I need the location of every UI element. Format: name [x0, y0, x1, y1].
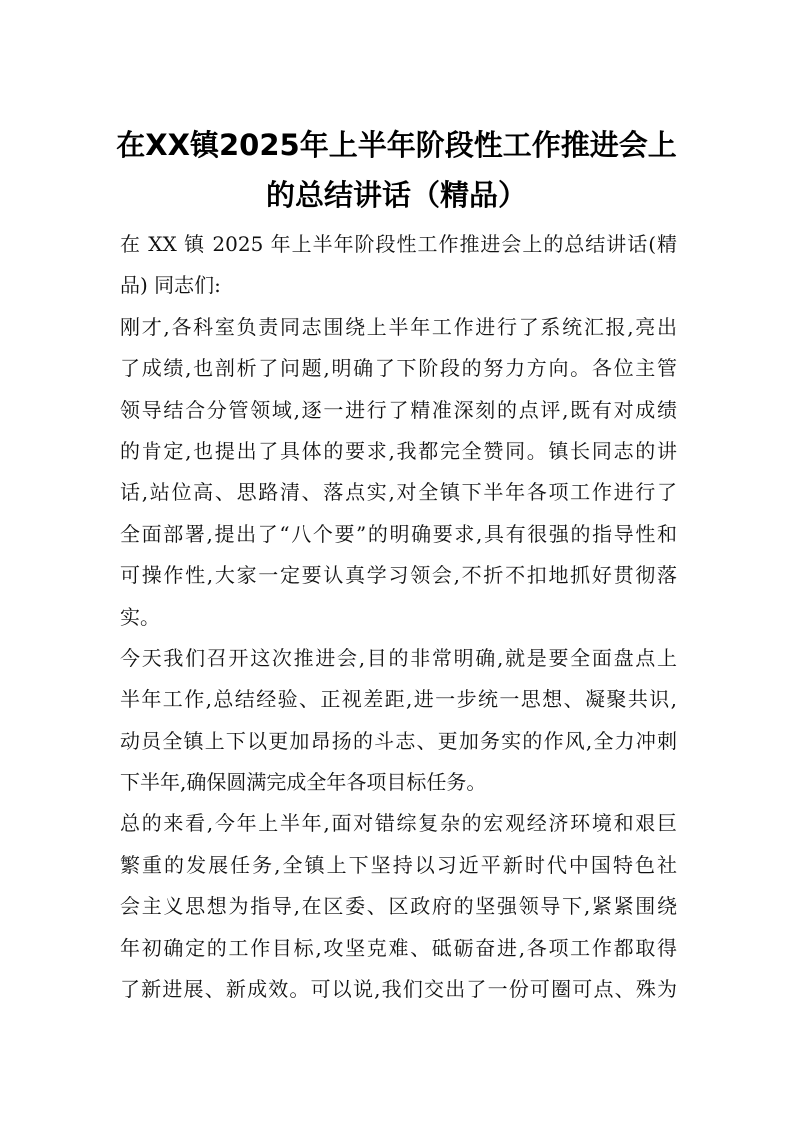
text-line: 半年工作,总结经验、正视差距,进一步统一思想、凝聚共识,: [120, 687, 677, 712]
text-line: 总的来看,今年上半年,面对错综复杂的宏观经济环境和艰巨: [120, 811, 677, 836]
paragraph: [120, 803, 677, 1010]
paragraph: [120, 307, 677, 638]
document-title: [20, 120, 773, 220]
text-line: 的肯定,也提出了具体的要求,我都完全赞同。镇长同志的讲: [120, 438, 677, 463]
text-line: 在 XX 镇 2025 年上半年阶段性工作推进会上的总结讲话(精: [120, 232, 677, 256]
text-line: 下半年,确保圆满完成全年各项目标任务。: [120, 770, 487, 795]
text-line: 全面部署,提出了“八个要”的明确要求,具有很强的指导性和: [120, 521, 677, 546]
paragraph: [120, 224, 677, 307]
text-line: 繁重的发展任务,全镇上下坚持以习近平新时代中国特色社: [120, 852, 677, 877]
text-line: 会主义思想为指导,在区委、区政府的坚强领导下,紧紧围绕: [120, 894, 677, 919]
text-line: 了新进展、新成效。可以说,我们交出了一份可圈可点、殊为: [120, 977, 677, 1002]
title-line: 在XX镇2025年上半年阶段性工作推进会上: [116, 128, 677, 162]
document-body: [120, 224, 677, 1010]
text-line: 实。: [120, 604, 160, 629]
paragraph: [120, 638, 677, 804]
text-line: 今天我们召开这次推进会,目的非常明确,就是要全面盘点上: [120, 645, 677, 670]
text-line: 品) 同志们:: [120, 273, 221, 298]
text-line: 动员全镇上下以更加昂扬的斗志、更加务实的作风,全力冲刺: [120, 728, 677, 753]
text-line: 了成绩,也剖析了问题,明确了下阶段的努力方向。各位主管: [120, 356, 677, 381]
text-line: 年初确定的工作目标,攻坚克难、砥砺奋进,各项工作都取得: [120, 935, 677, 960]
text-line: 话,站位高、思路清、落点实,对全镇下半年各项工作进行了: [120, 480, 677, 505]
text-line: 领导结合分管领域,逐一进行了精准深刻的点评,既有对成绩: [120, 397, 677, 422]
text-line: 刚才,各科室负责同志围绕上半年工作进行了系统汇报,亮出: [120, 314, 677, 339]
text-line: 可操作性,大家一定要认真学习领会,不折不扣地抓好贯彻落: [120, 563, 677, 588]
title-line: 的总结讲话（精品）: [265, 178, 527, 212]
